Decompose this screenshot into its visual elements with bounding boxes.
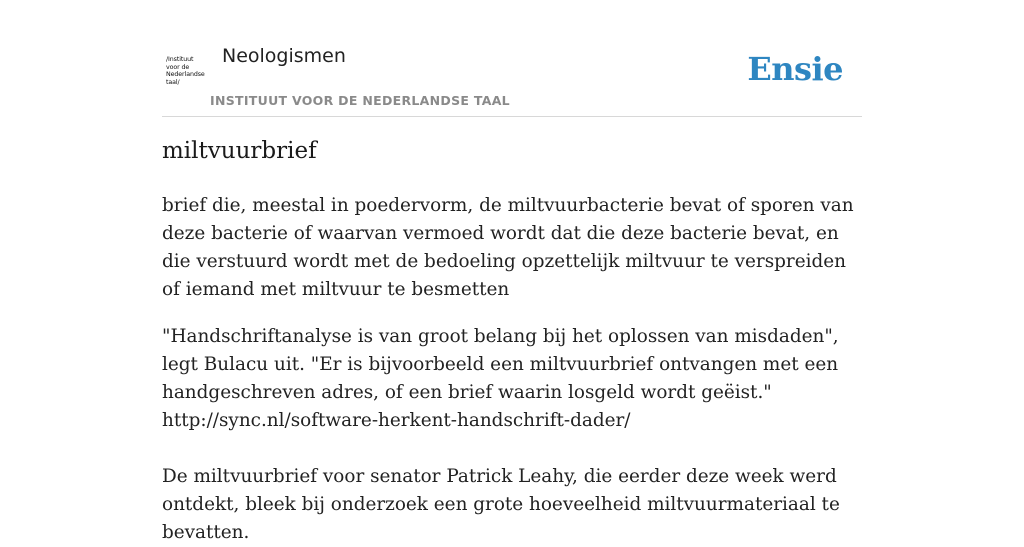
citation-quote: "Handschriftanalyse is van groot belang bij het oplossen van misdaden", legt Bulacu uit. "Er is bijvoorbeeld een miltvuurbrief ontvangen met een handgeschreven adres, of een brief waarin losgeld wordt geëist." bbox=[162, 326, 839, 403]
citation-block bbox=[162, 323, 862, 547]
logo-line: taal/ bbox=[166, 78, 180, 86]
citation-spacer bbox=[162, 435, 862, 463]
institute-logo[interactable] bbox=[166, 56, 206, 86]
logo-line: Nederlandse bbox=[166, 71, 205, 79]
page-container bbox=[162, 0, 862, 543]
brand-logo[interactable]: Ensie bbox=[747, 50, 843, 88]
citation-source-link[interactable]: http://sync.nl/software-herkent-handschrift-dader/ bbox=[162, 410, 631, 431]
citation-quote: De miltvuurbrief voor senator Patrick Leahy, die eerder deze week werd ontdekt, bleek bij onderzoek een grote hoeveelheid miltvuurmateriaal te bevatten. bbox=[162, 466, 840, 543]
logo-line: voor de bbox=[166, 63, 190, 71]
logo-line: /Instituut bbox=[166, 56, 194, 63]
site-header bbox=[162, 0, 862, 117]
headword: miltvuurbrief bbox=[162, 138, 317, 164]
site-title[interactable]: Neologismen bbox=[222, 45, 346, 67]
site-subtitle: INSTITUUT VOOR DE NEDERLANDSE TAAL bbox=[210, 93, 510, 108]
definition-text: brief die, meestal in poedervorm, de miltvuurbacterie bevat of sporen van deze bacterie of waarvan vermoed wordt dat die deze bacterie bevat, en die verstuurd wordt met de bedoeling opzettelijk miltvuur te verspreiden of iemand met miltvuur te besmetten bbox=[162, 195, 854, 300]
